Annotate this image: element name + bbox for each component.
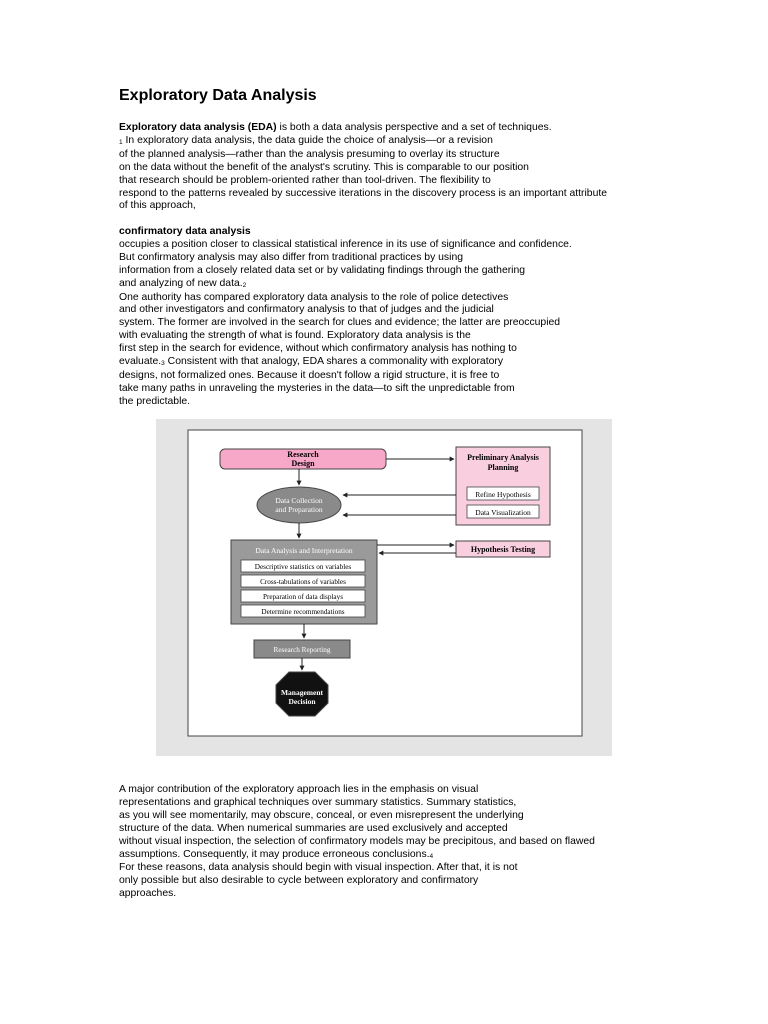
data-collection-line1: Data Collection	[275, 496, 323, 505]
footnote-marker: 1	[119, 138, 123, 146]
text-line: and other investigators and confirmatory analysis to that of judges and the judicial	[119, 304, 494, 316]
text-run: Consistent with that analogy, EDA shares a commonality with exploratory	[164, 356, 504, 368]
footnote-marker: 4	[429, 852, 434, 860]
text-line: One authority has compared exploratory data analysis to the role of police detectives	[119, 291, 509, 303]
text-line	[119, 849, 595, 863]
text-line	[119, 135, 607, 149]
section-heading: confirmatory data analysis	[119, 226, 251, 237]
research-process-figure	[156, 419, 612, 756]
text-line: of this approach,	[119, 200, 196, 212]
research-design-line2: Design	[291, 459, 315, 468]
management-decision-line2: Decision	[288, 697, 316, 706]
text-line: representations and graphical techniques over summary statistics. Summary statistics,	[119, 796, 517, 808]
text-line: without visual inspection, the selection of confirmatory models may be precipitous, and based on flawed	[119, 835, 595, 847]
text-line: But confirmatory analysis may also differ from traditional practices by using	[119, 251, 463, 263]
text-line: take many paths in unraveling the mysteries in the data—to sift the unpredictable from	[119, 382, 515, 394]
text-line: approaches.	[119, 888, 177, 900]
research-reporting-label: Research Reporting	[273, 646, 331, 654]
footnote-marker: 3	[161, 360, 165, 368]
text-line: as you will see momentarily, may obscure, conceal, or even misrepresent the underlying	[119, 809, 524, 821]
text-line: the predictable.	[119, 395, 191, 407]
text-run: is both a data analysis perspective and a set of techniques.	[276, 122, 552, 133]
paragraph-eda-intro	[119, 122, 607, 213]
text-line: respond to the patterns revealed by successive iterations in the discovery process is an important attribute	[119, 187, 608, 199]
analysis-step-label: Cross-tabulations of variables	[260, 578, 346, 586]
text-run: and analyzing of new data.	[119, 277, 243, 289]
preliminary-analysis-title: Preliminary Analysis	[467, 453, 539, 462]
text-line: structure of the data. When numerical summaries are used exclusively and accepted	[119, 822, 508, 834]
text-line: For these reasons, data analysis should begin with visual inspection. After that, it is not	[119, 862, 518, 874]
refine-hypothesis-label: Refine Hypothesis	[475, 490, 531, 499]
text-line	[119, 356, 572, 370]
management-decision-line1: Management	[280, 688, 324, 697]
text-run: evaluate.	[119, 356, 162, 368]
text-line	[119, 278, 572, 292]
flowchart-diagram	[156, 419, 612, 756]
text-line: information from a closely related data set or by validating findings through the gathering	[119, 264, 526, 276]
data-collection-line2: and Preparation	[275, 505, 323, 514]
research-design-line1: Research	[287, 450, 319, 459]
hypothesis-testing-label: Hypothesis Testing	[470, 545, 536, 554]
analysis-step-label: Determine recommendations	[261, 608, 345, 616]
data-visualization-label: Data Visualization	[475, 508, 531, 517]
text-line: with evaluating the strength of what is found. Exploratory data analysis is the	[119, 330, 471, 342]
text-run: In exploratory data analysis, the data guide the choice of analysis—or a revision	[122, 134, 493, 146]
paragraph-confirmatory	[119, 226, 572, 409]
text-run: assumptions. Consequently, it may produce erroneous conclusions.	[119, 848, 430, 860]
page-title: Exploratory Data Analysis	[119, 87, 317, 104]
text-line: on the data without the benefit of the analyst's scrutiny. This is comparable to our position	[119, 161, 529, 173]
text-line: that research should be problem-oriented rather than tool-driven. The flexibility to	[119, 174, 491, 186]
text-line: system. The former are involved in the search for clues and evidence; the latter are preoccupied	[119, 317, 561, 329]
text-line: first step in the search for evidence, without which confirmatory analysis has nothing to	[119, 343, 517, 355]
preliminary-analysis-subtitle: Planning	[487, 463, 519, 472]
analysis-step-label: Preparation of data displays	[262, 593, 344, 601]
text-line: A major contribution of the exploratory approach lies in the emphasis on visual	[119, 784, 479, 795]
text-line: only possible but also desirable to cycle between exploratory and confirmatory	[119, 875, 479, 887]
text-line: occupies a position closer to classical statistical inference in its use of significance and confidence.	[119, 238, 572, 250]
footnote-marker: 2	[242, 281, 247, 289]
text-line: of the planned analysis—rather than the analysis presuming to overlay its structure	[119, 148, 500, 160]
analysis-step-label: Descriptive statistics on variables	[254, 563, 352, 571]
data-analysis-title: Data Analysis and Interpretation	[255, 546, 353, 555]
eda-term: Exploratory data analysis (EDA)	[119, 122, 277, 133]
text-line: designs, not formalized ones. Because it doesn't follow a rigid structure, it is free to	[119, 369, 500, 381]
paragraph-visual-approach	[119, 784, 595, 901]
text-line	[119, 122, 607, 135]
